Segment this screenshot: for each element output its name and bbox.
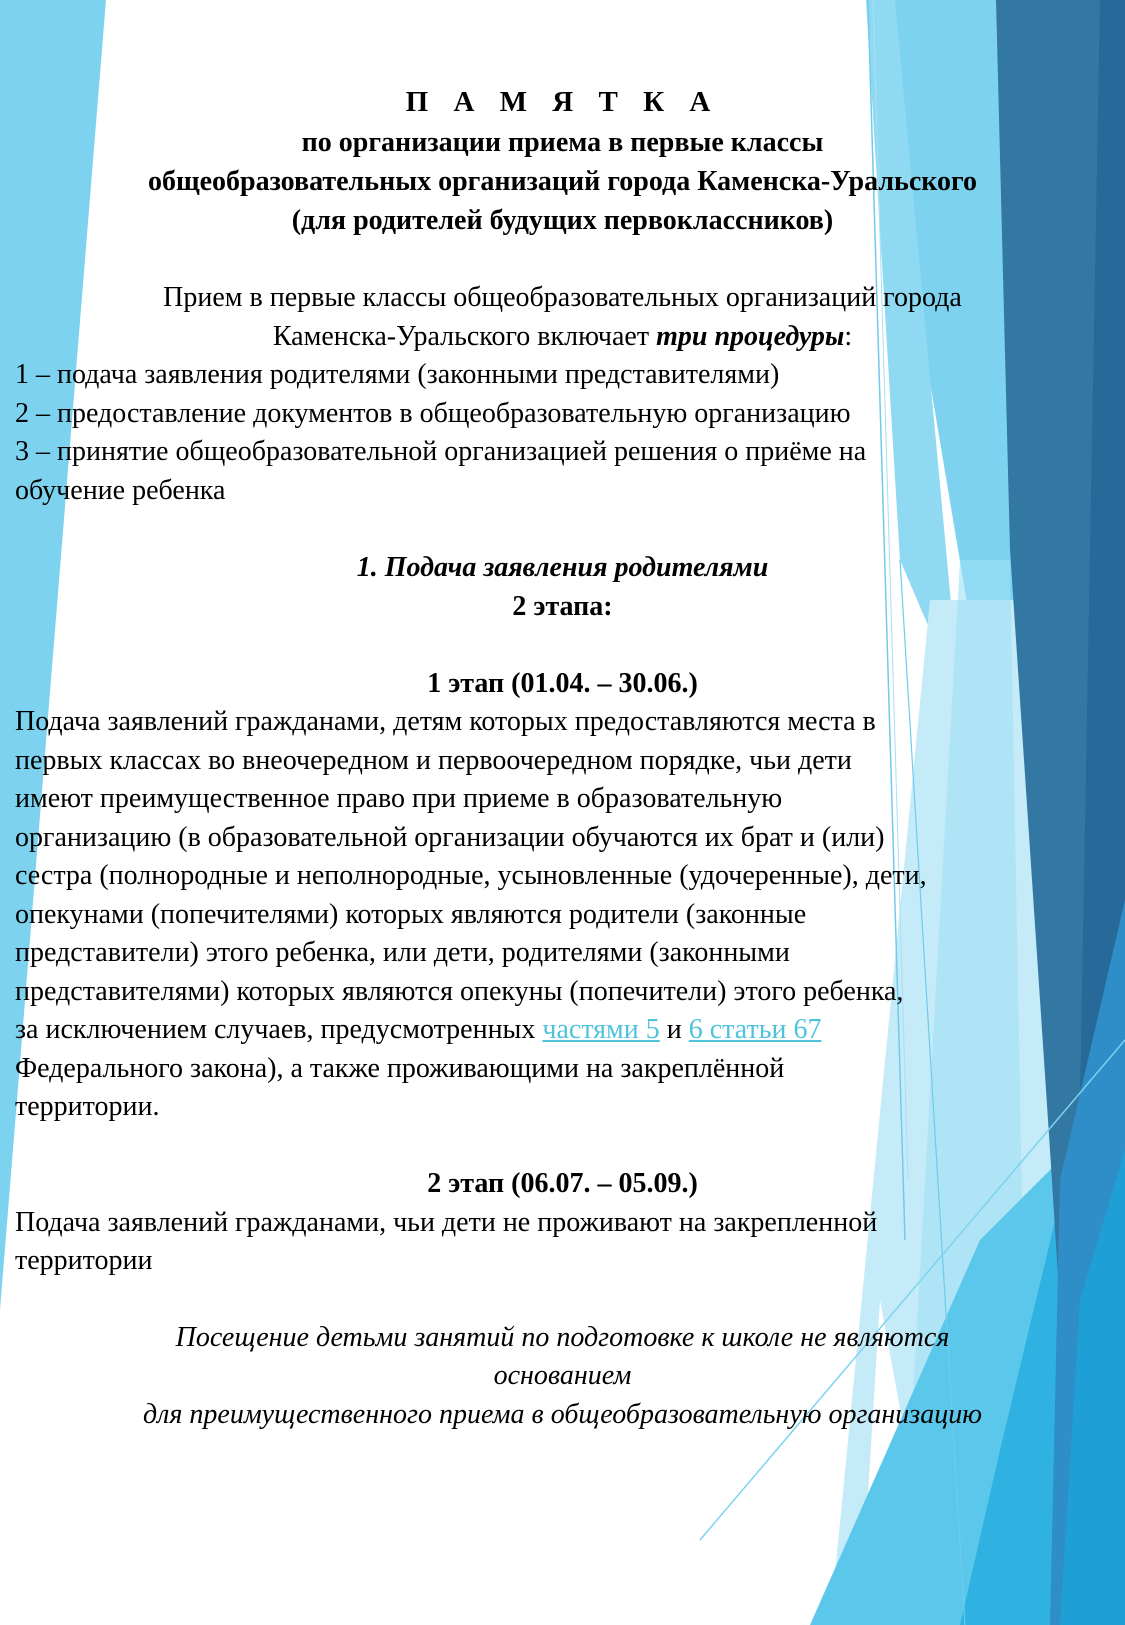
subtitle-line-3: (для родителей будущих первоклассников): [291, 205, 834, 236]
stage-1-line: организацию (в образовательной организации обучаются их брат и (или): [15, 822, 885, 853]
page-title: П А М Я Т К А: [405, 86, 720, 118]
stage-1-line: сестра (полнородные и неполнородные, усыновленные (удочеренные), дети,: [15, 860, 927, 891]
stage-2-heading: 2 этап (06.07. – 05.09.): [427, 1168, 698, 1199]
intro-prefix: Каменска-Уральского включает: [272, 321, 657, 352]
note-line-3: для преимущественного приема в общеобразовательную организацию: [143, 1399, 982, 1430]
links-prefix: за исключением случаев, предусмотренных: [15, 1014, 543, 1045]
stage-1-line: опекунами (попечителями) которых являются родители (законные: [15, 899, 807, 930]
links-middle: и: [659, 1014, 689, 1045]
procedure-item-1: 1 – подача заявления родителями (законными представителями): [15, 359, 780, 390]
intro-emphasis: три процедуры: [656, 321, 845, 352]
intro-line-2: [0, 321, 1125, 353]
subtitle-line-1: по организации приема в первые классы: [301, 127, 824, 158]
stage-1-line: первых классах во внеочередном и первоочередном порядке, чьи дети: [15, 745, 852, 776]
intro-suffix: :: [844, 321, 853, 352]
note-line-1: Посещение детьми занятий по подготовке к школе не являются: [175, 1322, 950, 1353]
procedure-item-3-cont: обучение ребенка: [15, 475, 226, 506]
note-line-2: основанием: [493, 1360, 632, 1391]
procedure-item-2: 2 – предоставление документов в общеобразовательную организацию: [15, 398, 851, 429]
law-part-5-link[interactable]: частями 5: [542, 1014, 660, 1045]
stage-2-line: Подача заявлений гражданами, чьи дети не проживают на закрепленной: [15, 1207, 878, 1238]
law-article-67-link[interactable]: 6 статьи 67: [688, 1014, 822, 1045]
stages-count: 2 этапа:: [512, 591, 613, 622]
stage-1-line: территории.: [15, 1091, 160, 1122]
stage-1-line: Федерального закона), а также проживающими на закреплённой: [15, 1053, 785, 1084]
stage-1-line: представители) этого ребенка, или дети, родителями (законными: [15, 937, 790, 968]
stage-1-line: представителями) которых являются опекуны (попечители) этого ребенка,: [15, 976, 904, 1007]
stage-1-line: Подача заявлений гражданами, детям которых предоставляются места в: [15, 706, 876, 737]
section-1-heading: 1. Подача заявления родителями: [356, 552, 769, 583]
intro-line-1: Прием в первые классы общеобразовательных организаций города: [163, 282, 962, 313]
procedure-item-3: 3 – принятие общеобразовательной организацией решения о приёме на: [15, 436, 867, 467]
stage-1-heading: 1 этап (01.04. – 30.06.): [427, 668, 698, 699]
stage-1-links-line: [15, 1014, 821, 1046]
subtitle-line-2: общеобразовательных организаций города Каменска-Уральского: [147, 166, 978, 197]
stage-2-line: территории: [15, 1245, 153, 1276]
stage-1-line: имеют преимущественное право при приеме в образовательную: [15, 783, 783, 814]
